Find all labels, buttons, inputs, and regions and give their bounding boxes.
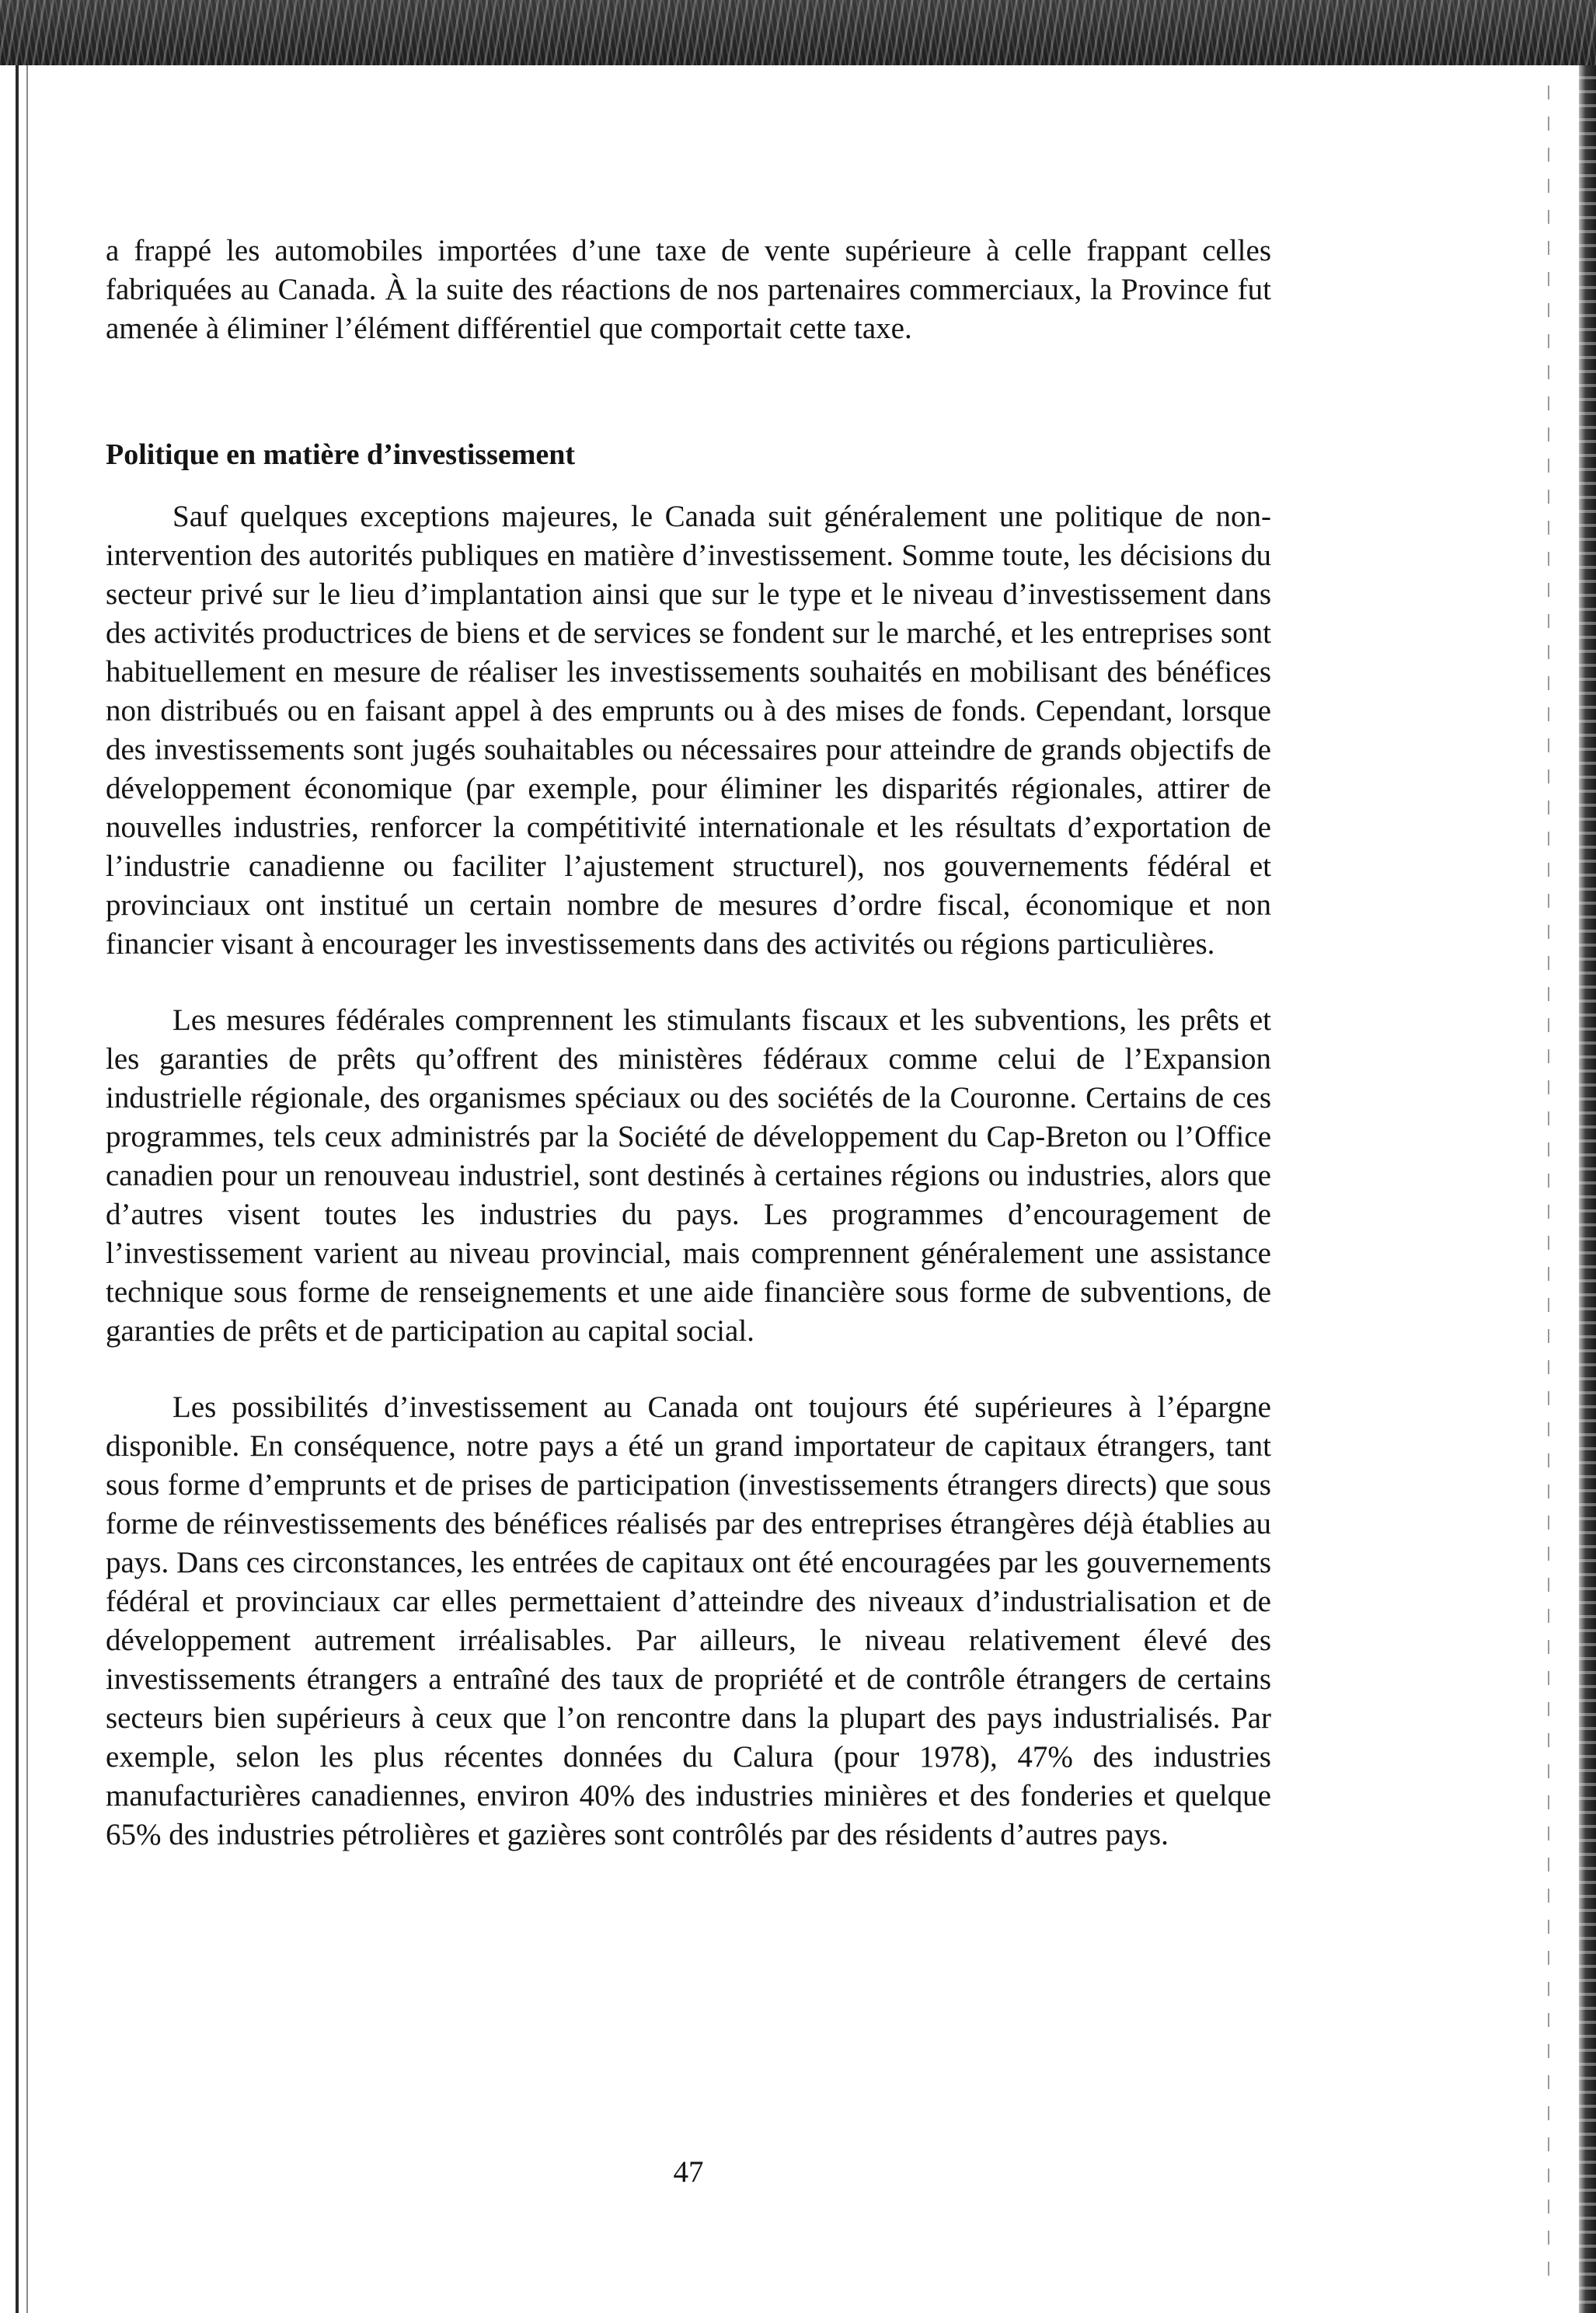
body-paragraph: Sauf quelques exceptions majeures, le Canada suit généralement une politique de non-intervention des autorités publiques en matière d’investissement. Somme toute, les décisions du secteur privé sur le lieu d’implantation ainsi que sur le type et le niveau d’investissement dans des activités productrices de biens et de services se fondent sur le marché, et les entreprises sont habituellement en mesure de réaliser les investissements souhaités en mobilisant des bénéfices non distribués ou en faisant appel à des emprunts ou à des mises de fonds. Cependant, lorsque des investissements sont jugés souhaitables ou nécessaires pour atteindre de grands objectifs de développement économique (par exemple, pour éliminer les disparités régionales, attirer de nouvelles industries, renforcer la compétitivité internationale et les résultats d’exportation de l’industrie canadienne ou faciliter l’ajustement structurel), nos gouvernements fédéral et provinciaux ont institué un certain nombre de mesures d’ordre fiscal, économique et non financier visant à encourager les investissements dans des activités ou régions particulières. xyxy=(106,500,1271,961)
page-number: 47 xyxy=(673,2155,704,2189)
body-paragraph: Les mesures fédérales comprennent les stimulants fiscaux et les subventions, les prêts et les garanties de prêts qu’offrent des ministères fédéraux comme celui de l’Expansion industrielle régionale, des organismes spéciaux ou des sociétés de la Couronne. Certains de ces programmes, tels ceux administrés par la Société de développement du Cap-Breton ou l’Office canadien pour un renouveau industriel, sont destinés à certaines régions ou industries, alors que d’autres visent toutes les industries du pays. Les programmes d’encouragement de l’investissement varient au niveau provincial, mais comprennent généralement une assistance technique sous forme de renseignements et une aide financière sous forme de subventions, de garanties de prêts et de participation au capital social. xyxy=(106,1003,1271,1348)
scan-top-edge xyxy=(0,0,1596,65)
page-body xyxy=(106,232,1271,1854)
scan-right-rule xyxy=(1548,85,1549,2293)
scan-right-edge xyxy=(1579,65,1596,2313)
body-paragraph: Les possibilités d’investissement au Canada ont toujours été supérieures à l’épargne disponible. En conséquence, notre pays a été un grand importateur de capitaux étrangers, tant sous forme d’emprunts et de prises de participation (investissements étrangers directs) que sous forme de réinvestissements des bénéfices réalisés par des entreprises étrangères déjà établies au pays. Dans ces circonstances, les entrées de capitaux ont été encouragées par les gouvernements fédéral et provinciaux car elles permettaient d’atteindre des niveaux d’industrialisation et de développement autrement irréalisables. Par ailleurs, le niveau relativement élevé des investissements étrangers a entraîné des taux de propriété et de contrôle étrangers de certains secteurs bien supérieurs à ceux que l’on rencontre dans la plupart des pays industrialisés. Par exemple, selon les plus récentes données du Calura (pour 1978), 47% des industries manufacturières canadiennes, environ 40% des industries minières et des fonderies et quelque 65% des industries pétrolières et gazières sont contrôlés par des résidents d’autres pays. xyxy=(106,1390,1271,1851)
continued-paragraph: a frappé les automobiles importées d’une taxe de vente supérieure à celle frappant celles fabriquées au Canada. À la suite des réactions de nos partenaires commerciaux, la Province fut amenée à éliminer l’élément différentiel que comportait cette taxe. xyxy=(106,234,1271,345)
section-heading: Politique en matière d’investissement xyxy=(106,438,576,471)
scan-left-rule xyxy=(26,65,28,2313)
scan-left-edge xyxy=(16,65,19,2313)
